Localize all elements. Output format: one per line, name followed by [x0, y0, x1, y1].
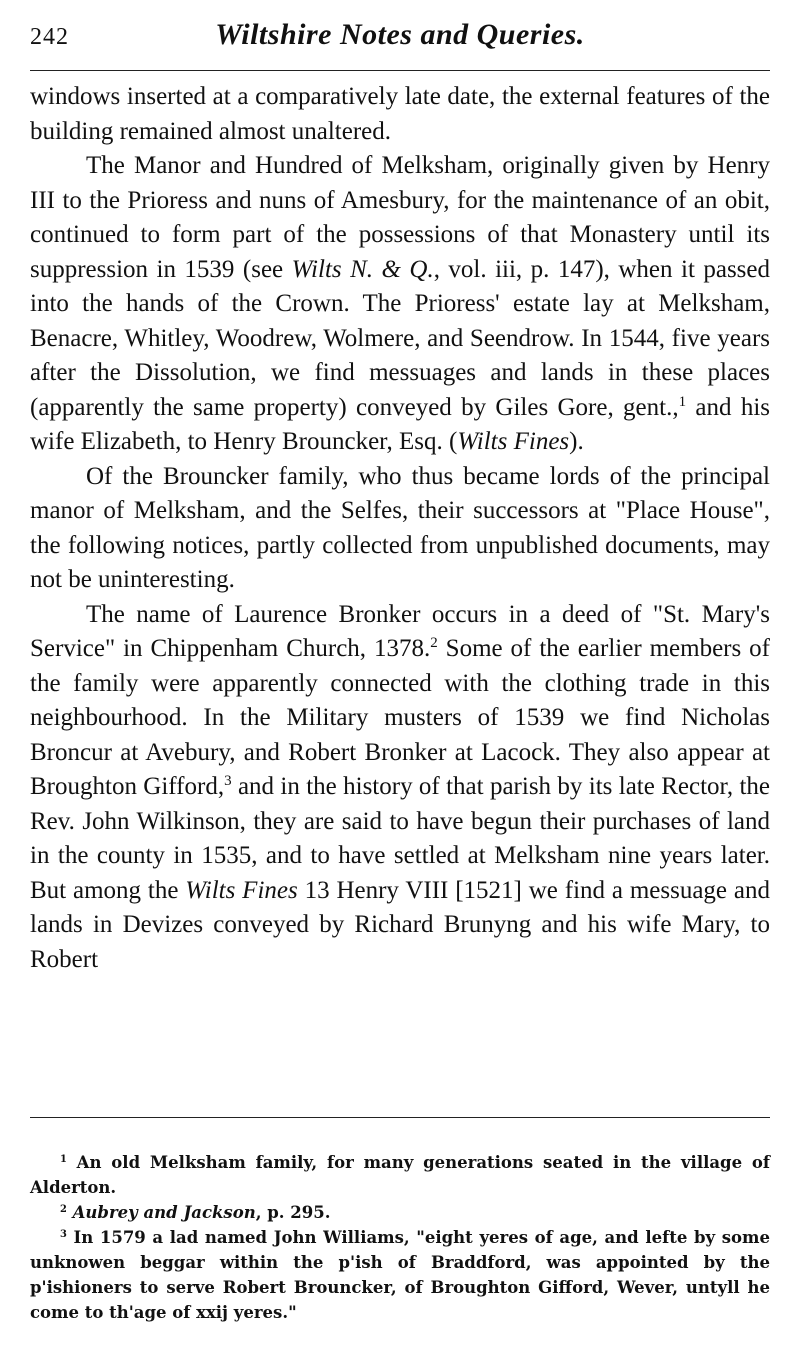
- footnote-ref-1: 1: [678, 393, 687, 410]
- footnote-2-source: Aubrey and Jackson: [72, 1203, 256, 1222]
- footnote-2-mark: 2: [60, 1204, 67, 1216]
- running-title: Wiltshire Notes and Queries.: [215, 18, 585, 51]
- paragraph-2-text-f: ).: [569, 428, 584, 455]
- footnote-3-text: In 1579 a lad named John Williams, "eight yeres of age, and lefte by some unknowen beggar within the p'ish of Braddford, was appointed by the p'ishioners to serve Robert Brouncker, of Broughton Gifford, Wever, untyll he come to th'age of xxij yeres.": [30, 1228, 770, 1322]
- page-number: 242: [30, 24, 69, 50]
- footnote-3: [30, 1225, 770, 1325]
- header-rule: [30, 70, 770, 71]
- paragraph-4: [30, 598, 770, 978]
- paragraph-2-text-a: The Manor and Hundred of Melksham, originally given by Henry III to the Prioress and nuns of Amesbury, for the maintenance of an obit, continued to form part of the possessions of that Monastery until its suppression in 1539 (see: [30, 152, 770, 283]
- paragraph-2-source: Wilts Fines: [457, 428, 570, 455]
- paragraph-2: [30, 149, 770, 460]
- footnote-1: [30, 1150, 770, 1200]
- paragraph-4-text-b: Some of the earlier members of the family were apparently connected with the clothing trade in this neighbourhood. In the Military musters of 1539 we find Nicholas Broncur at Avebury, and Robert Bronker at Lacock. They also appear at Broughton Gifford,: [30, 635, 770, 800]
- paragraph-2-citation: Wilts N. & Q.: [291, 255, 434, 283]
- footnote-2: [30, 1200, 770, 1225]
- body-text: [30, 80, 770, 977]
- footnote-ref-3: 3: [224, 773, 232, 789]
- footnote-1-text: An old Melksham family, for many generations seated in the village of Alderton.: [30, 1153, 770, 1197]
- footnote-2-text: , p. 295.: [255, 1203, 331, 1222]
- footnote-rule: [30, 1117, 770, 1118]
- footnote-1-mark: 1: [60, 1154, 67, 1166]
- footnote-ref-2: 2: [430, 635, 438, 651]
- paragraph-4-source: Wilts Fines: [185, 876, 298, 904]
- paragraph-2-text-c: , vol. iii, p. 147), when it passed into the hands of the Crown. The Prioress' estate lay at Melksham, Benacre, Whitley, Woodrew, Wolmere, and Seendrow. In 1544, five years after the Dissolution, we find messuages and lands in these places (apparently the same property) conveyed by Giles Gore, gent.,: [30, 255, 771, 421]
- page-header: [30, 18, 770, 58]
- paragraph-4-text-a: The name of Laurence Bronker occurs in a deed of "St. Mary's Service" in Chippenham Church, 1378.: [30, 600, 770, 662]
- footnotes: [30, 1150, 770, 1325]
- paragraph-2-text-d: and his wife Elizabeth, to Henry Brouncker, Esq. (: [30, 393, 770, 455]
- paragraph-4-text-e: 13 Henry VIII [1521] we find a messuage and lands in Devizes conveyed by Richard Brunyng and his wife Mary, to Robert: [30, 876, 770, 973]
- paragraph-4-text-c: and in the history of that parish by its late Rector, the Rev. John Wilkinson, they are said to have begun their purchases of land in the county in 1535, and to have settled at Melksham nine years later. But among the: [30, 773, 770, 904]
- footnote-3-mark: 3: [60, 1229, 67, 1241]
- paragraph-3: Of the Brouncker family, who thus became lords of the principal manor of Melksham, and the Selfes, their successors at "Place House", the following notices, partly collected from unpublished documents, may not be uninteresting.: [30, 462, 770, 593]
- paragraph-1: windows inserted at a comparatively late date, the external features of the building remained almost unaltered.: [30, 83, 770, 145]
